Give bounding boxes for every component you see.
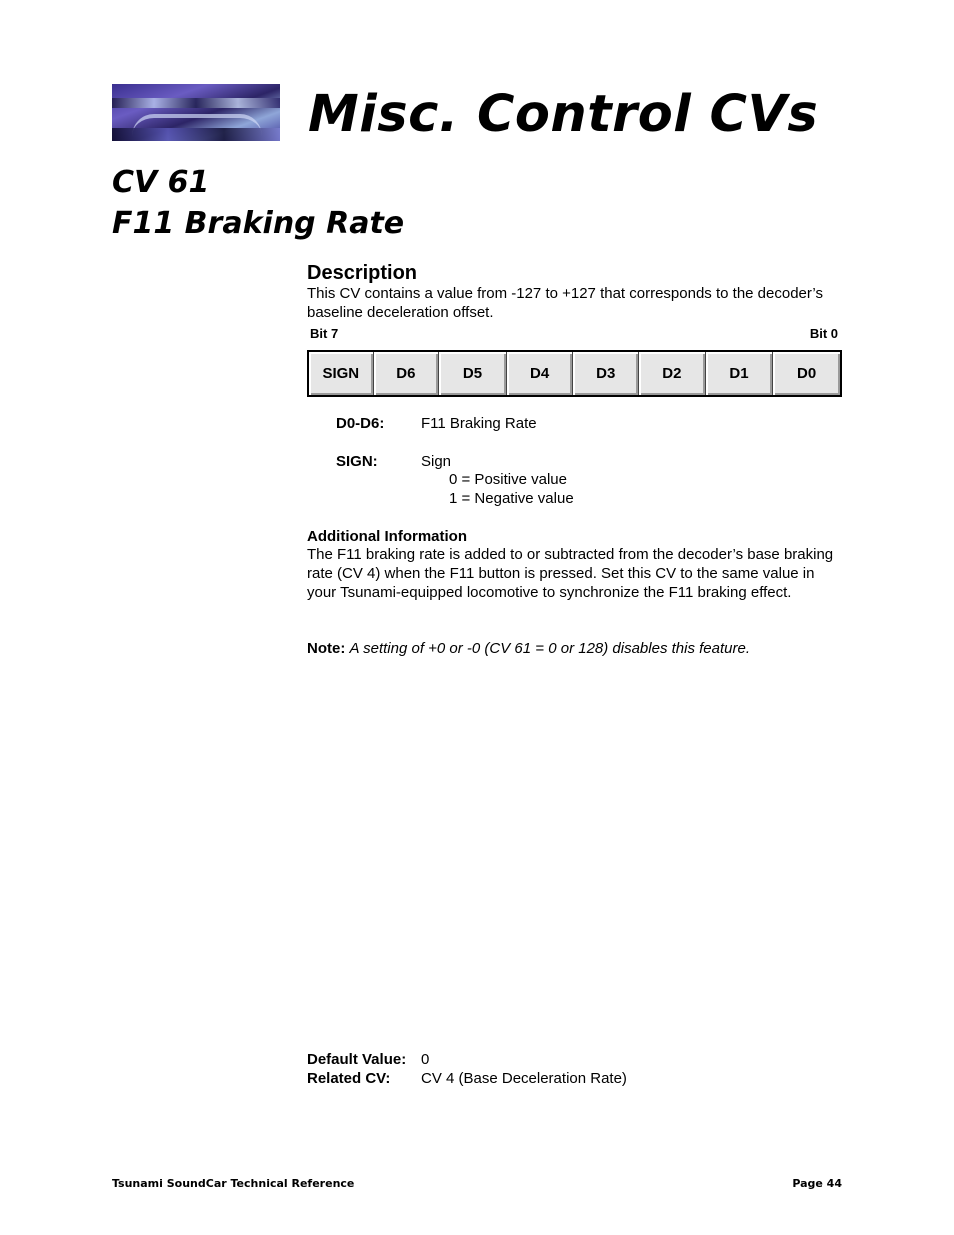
related-cv-value: CV 4 (Base Deceleration Rate) [421, 1070, 627, 1087]
def-label-sign: SIGN: [336, 453, 378, 470]
header-photo [112, 84, 280, 141]
def-value-d0-d6: F11 Braking Rate [421, 415, 537, 432]
note-label: Note: [307, 640, 346, 657]
footer-page-number: Page 44 [792, 1177, 842, 1190]
default-value-label: Default Value: [307, 1051, 407, 1068]
bit-cell-sign: SIGN [308, 351, 373, 396]
bit-cell-d5: D5 [439, 351, 507, 396]
footer-document-title: Tsunami SoundCar Technical Reference [112, 1177, 355, 1190]
description-text: This CV contains a value from -127 to +127 that corresponds to the decoder’s baseline deceleration offset. [307, 285, 823, 321]
bit-cell-d0: D0 [773, 351, 841, 396]
cv-number: CV 61 [112, 165, 210, 200]
bit-cell-d1: D1 [705, 351, 773, 396]
additional-heading: Additional Information [307, 528, 467, 545]
default-value: 0 [421, 1051, 430, 1068]
def-value-sign: Sign [421, 453, 452, 470]
related-cv-label: Related CV: [307, 1070, 391, 1087]
def-label-d0-d6: D0-D6: [336, 415, 385, 432]
page-title: Misc. Control CVs [308, 85, 819, 144]
bit0-label: Bit 0 [809, 326, 838, 341]
bit-cell-d4: D4 [506, 351, 573, 396]
note [307, 639, 847, 658]
bit7-label: Bit 7 [310, 326, 339, 341]
bit-cell-d3: D3 [573, 351, 639, 396]
description-heading: Description [307, 262, 418, 284]
note-text: A setting of +0 or -0 (CV 61 = 0 or 128) disables this feature. [349, 640, 750, 657]
bit-cell-d2: D2 [639, 351, 706, 396]
cv-title [112, 162, 404, 244]
sign-option-negative: 1 = Negative value [449, 490, 574, 507]
bit-table [307, 350, 842, 397]
cv-name: F11 Braking Rate [112, 206, 405, 241]
bit-cell-d6: D6 [373, 351, 439, 396]
additional-text: The F11 braking rate is added to or subtracted from the decoder’s base braking rate (CV 4) when the F11 button is pressed. Set this CV to the same value in your Tsunami-equipped locomotive to synchronize the F11 braking effect. [307, 546, 834, 601]
sign-option-positive: 0 = Positive value [449, 471, 567, 488]
